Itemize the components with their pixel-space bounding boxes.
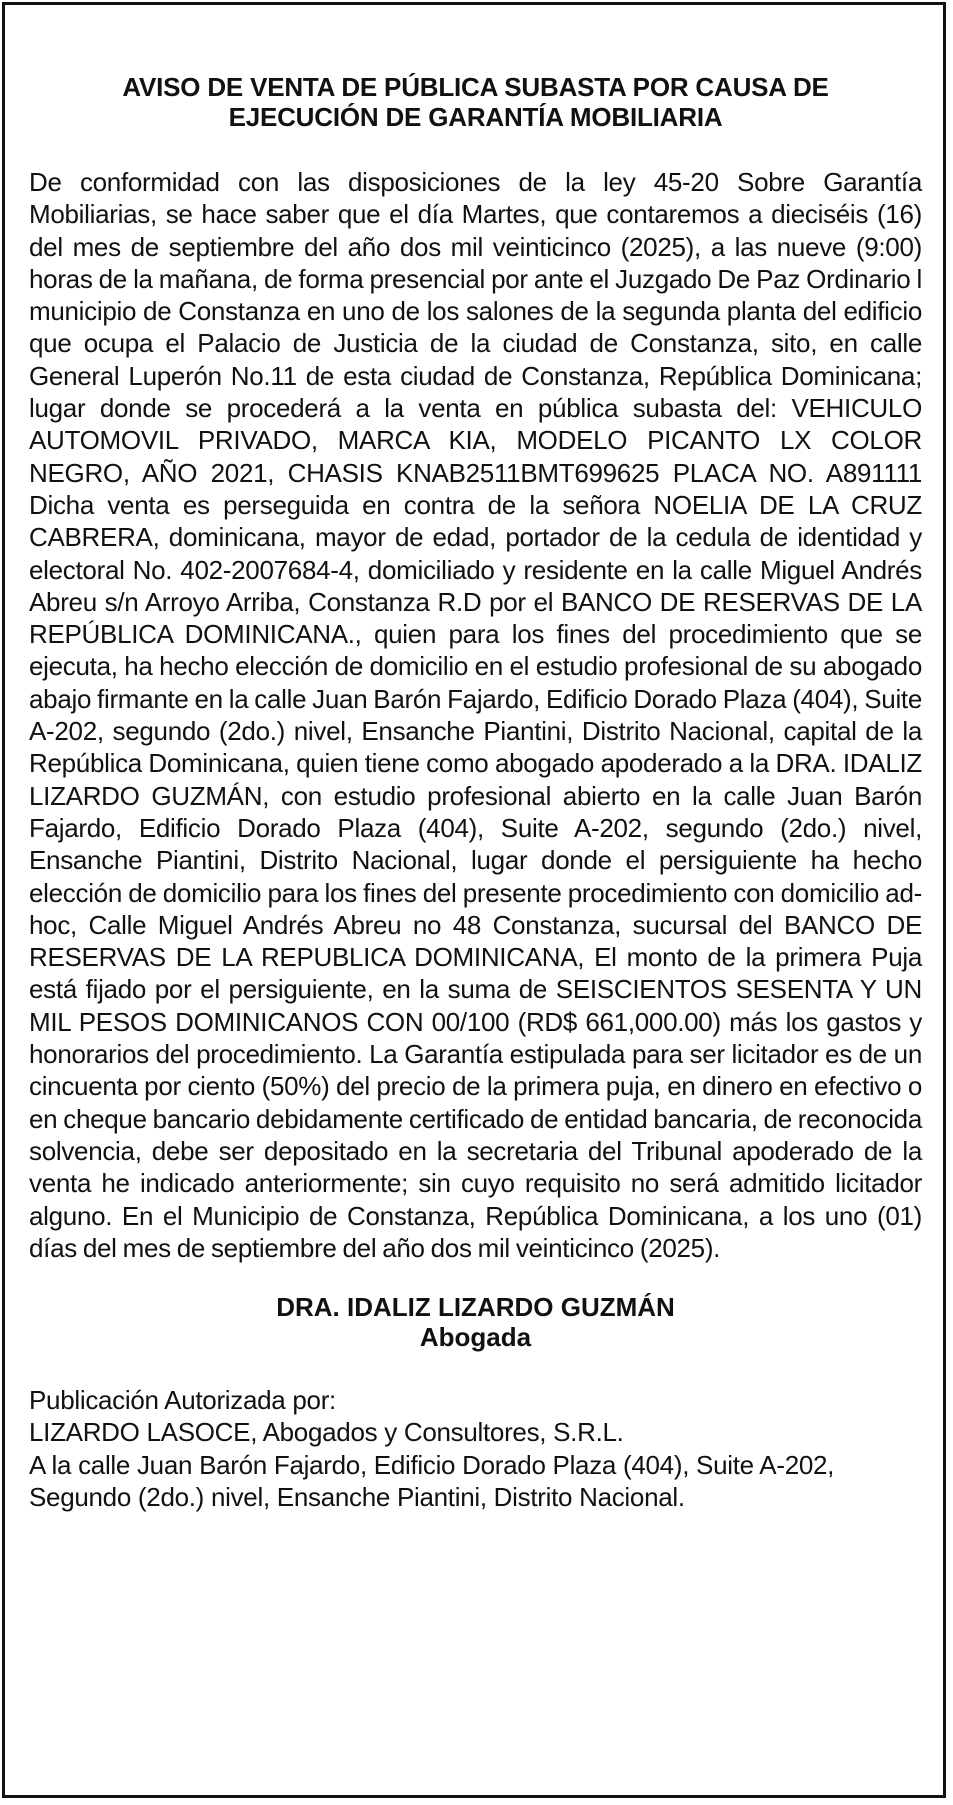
publisher-line-3: A la calle Juan Barón Fajardo, Edificio Dorado Plaza (404), Suite A-202, — [29, 1449, 835, 1480]
notice-title-line-1: AVISO DE VENTA DE PÚBLICA SUBASTA POR CAUSA DE — [122, 72, 829, 102]
notice-body: De conformidad con las disposiciones de la ley 45-20 Sobre Garantía Mobiliarias, se hace saber que el día Martes, que contaremos a dieciséis (16) del mes de septiembre del año dos mil veinticinco (2025), a las nueve (9:00) horas de la mañana, de forma presencial por ante el Juzgado De Paz Ordinario l municipio de Constanza en uno de los salones de la segunda planta del edificio que ocupa el Palacio de Justicia de la ciudad de Constanza, sito, en calle General Luperón No.11 de esta ciudad de Constanza, República Dominicana; lugar donde se procederá a la venta en pública subasta del: VEHICULO AUTOMOVIL PRIVADO, MARCA KIA, MODELO PICANTO LX COLOR NEGRO, AÑO 2021, CHASIS KNAB2511BMT699625 PLACA NO. A891111 Dicha venta es perseguida en contra de la señora NOELIA DE LA CRUZ CABRERA, dominicana, mayor de edad, portador de la cedula de identidad y electoral No. 402-2007684-4, domiciliado y residente en la calle Miguel Andrés Abreu s/n Arroyo Arriba, Constanza R.D por el BANCO DE RESERVAS DE LA REPÚBLICA DOMINICANA., quien para los fines del procedimiento que se ejecuta, ha hecho elección de domicilio en el estudio profesional de su abogado abajo firmante en la calle Juan Barón Fajardo, Edificio Dorado Plaza (404), Suite A-202, segundo (2do.) nivel, Ensanche Piantini, Distrito Nacional, capital de la República Dominicana, quien tiene como abogado apoderado a la DRA. IDALIZ LIZARDO GUZMÁN, con estudio profesional abierto en la calle Juan Barón Fajardo, Edificio Dorado Plaza (404), Suite A-202, segundo (2do.) nivel, Ensanche Piantini, Distrito Nacional, lugar donde el persiguiente ha hecho elección de domicilio para los fines del presente procedimiento con domicilio ad-hoc, Calle Miguel Andrés Abreu no 48 Constanza, sucursal del BANCO DE RESERVAS DE LA REPUBLICA DOMINICANA, El monto de la primera Puja está fijado por el persiguiente, en la suma de SEISCIENTOS SESENTA Y UN MIL PESOS DOMINICANOS CON 00/100 (RD$ 661,000.00) más los gastos y honorarios del procedimiento. La Garantía estipulada para ser licitador es de un cincuenta por ciento (50%) del precio de la primera puja, en dinero en efectivo o en cheque bancario debidamente certificado de entidad bancaria, de reconocida solvencia, debe ser depositado en la secretaria del Tribunal apoderado de la venta he indicado anteriormente; sin cuyo requisito no será admitido licitador alguno. En el Municipio de Constanza, República Dominicana, a los uno (01) días del mes de septiembre del año dos mil veinticinco (2025). — [29, 167, 922, 1263]
publisher-line-2: LIZARDO LASOCE, Abogados y Consultores, S.R.L. — [29, 1417, 624, 1448]
publisher-block — [29, 1384, 922, 1513]
notice-title — [29, 72, 922, 132]
notice-content — [29, 72, 922, 1513]
signature-name: DRA. IDALIZ LIZARDO GUZMÁN — [276, 1292, 675, 1323]
signature-role: Abogada — [419, 1322, 532, 1353]
publisher-line-4: Segundo (2do.) nivel, Ensanche Piantini, Distrito Nacional. — [29, 1481, 685, 1512]
notice-title-line-2: EJECUCIÓN DE GARANTÍA MOBILIARIA — [228, 102, 723, 132]
publisher-line-1: Publicación Autorizada por: — [29, 1385, 336, 1416]
signature-block — [29, 1292, 922, 1352]
